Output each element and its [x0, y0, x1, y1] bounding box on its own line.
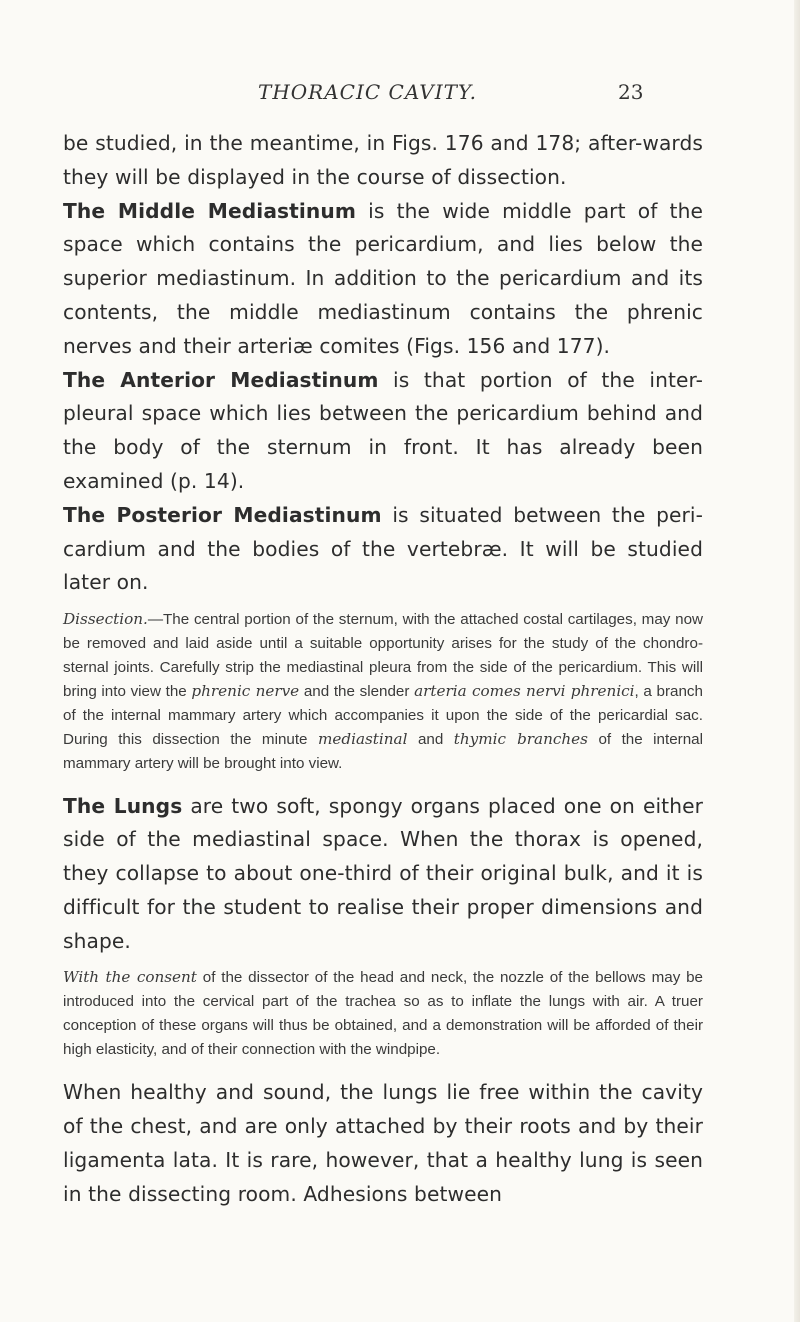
- section-heading: The Posterior Mediastinum: [63, 502, 382, 527]
- note-text: and the slender: [299, 682, 415, 700]
- running-head: [0, 80, 800, 110]
- section-heading: The Lungs: [63, 793, 183, 818]
- note-text: and: [407, 730, 454, 748]
- note-term: arteria comes nervi phrenici: [414, 681, 635, 700]
- paragraph-lungs: [63, 790, 703, 959]
- paragraph-healthy-lungs: [63, 1076, 703, 1211]
- paragraph-text: are two soft, spongy organs placed one on either side of the mediastinal space. When the thorax is opened, they collapse to about one-third of their original bulk, and it is difficult for the student to realise their proper dimensions and shape.: [63, 793, 704, 953]
- note-text: —The central portion of the sternum, with the attached costal cartilages, may now be removed and laid aside until a suitable opportunity arises for the study of the chondro-sternal joints. Carefully strip the mediastinal pleura from the side of the pericardium. This will bring into view the: [63, 611, 703, 700]
- paragraph-text: be studied, in the meantime, in Figs. 176 and 178; after-wards they will be displayed in the course of dissection.: [63, 131, 703, 189]
- paragraph-posterior-mediastinum: [63, 499, 703, 600]
- note-term: thymic branches: [453, 729, 588, 748]
- paragraph-text: is that portion of the inter-pleural space which lies between the pericardium behind and the body of the sternum in front. It has already been examined (p. 14).: [63, 367, 703, 493]
- paragraph-text: When healthy and sound, the lungs lie free within the cavity of the chest, and are only attached by their roots and by their ligamenta lata. It is rare, however, that a healthy lung is seen in the dissecting room. Adhesions between: [63, 1080, 703, 1206]
- paragraph-anterior-mediastinum: [63, 364, 703, 499]
- note-text: , a branch of the internal mammary artery which accompanies it upon the side of the pericardial sac. During this dissection the minute: [63, 682, 703, 748]
- note-text: of the dissector of the head and neck, the nozzle of the bellows may be introduced into the cervical part of the trachea so as to inflate the lungs with air. A truer conception of these organs will thus be obtained, and a demonstration will be afforded of their high elasticity, and of their connection with the windpipe.: [63, 969, 704, 1059]
- note-term: phrenic nerve: [191, 681, 300, 700]
- paragraph-continuation: [63, 127, 703, 195]
- paragraph-text: is the wide middle part of the space which contains the pericardium, and lies below the superior mediastinum. In addition to the pericardium and its contents, the middle mediastinum contains the phrenic nerves and their arteriæ comites (Figs. 156 and 177).: [63, 198, 703, 358]
- page-edge: [794, 0, 800, 1322]
- inflation-note: [63, 966, 703, 1062]
- note-lead: Dissection.: [63, 610, 148, 629]
- paragraph-text: is situated between the peri-cardium and the bodies of the vertebræ. It will be studied later on.: [63, 502, 703, 595]
- paragraph-middle-mediastinum: [63, 195, 703, 364]
- note-term: mediastinal: [317, 729, 408, 748]
- note-text: of the internal mammary artery will be brought into view.: [63, 730, 703, 772]
- dissection-note: [63, 608, 703, 775]
- running-title: THORACIC CAVITY.: [258, 80, 477, 104]
- section-heading: The Middle Mediastinum: [63, 198, 357, 223]
- page-body: [63, 127, 703, 1211]
- section-heading: The Anterior Mediastinum: [63, 367, 379, 392]
- note-lead: With the consent: [63, 968, 197, 987]
- page-number: 23: [618, 80, 644, 104]
